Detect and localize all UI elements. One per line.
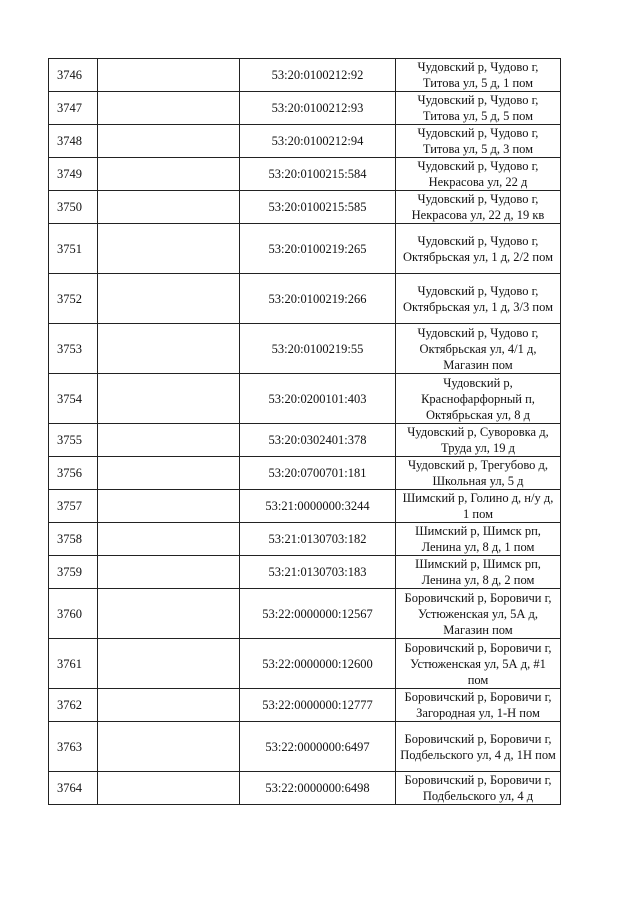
address-line: Краснофарфорный п, (421, 391, 535, 406)
address-line: Магазин пом (443, 357, 513, 372)
table-row (49, 722, 561, 772)
row-number: 3764 (49, 772, 98, 805)
address-line: Устюженская ул, 5А д, #1 (410, 656, 546, 671)
table-row (49, 639, 561, 689)
empty-cell (98, 556, 240, 589)
row-number: 3747 (49, 92, 98, 125)
empty-cell (98, 589, 240, 639)
address-line: Чудовский р, Чудово г, (417, 192, 539, 206)
address-cell (396, 324, 561, 374)
address-line: Устюженская ул, 5А д, (417, 606, 539, 621)
address-cell (396, 274, 561, 324)
row-number: 3748 (49, 125, 98, 158)
empty-cell (98, 523, 240, 556)
empty-cell (98, 490, 240, 523)
address-line: Титова ул, 5 д, 3 пом (422, 142, 534, 156)
row-number: 3755 (49, 424, 98, 457)
row-number: 3761 (49, 639, 98, 689)
cadastral-number: 53:20:0100215:584 (240, 158, 396, 191)
row-number: 3749 (49, 158, 98, 191)
table-row (49, 191, 561, 224)
cadastral-number: 53:21:0000000:3244 (240, 490, 396, 523)
cadastral-number: 53:20:0100215:585 (240, 191, 396, 224)
address-cell (396, 490, 561, 523)
row-number: 3750 (49, 191, 98, 224)
address-line: Шимский р, Шимск рп, (415, 524, 541, 538)
address-line: Чудовский р, (443, 375, 513, 390)
address-cell (396, 689, 561, 722)
address-line: Чудовский р, Суворовка д, (407, 425, 549, 439)
address-cell (396, 589, 561, 639)
address-line: Чудовский р, Чудово г, (417, 126, 539, 140)
empty-cell (98, 224, 240, 274)
cadastral-number: 53:20:0100212:92 (240, 59, 396, 92)
address-line: Титова ул, 5 д, 5 пом (422, 109, 534, 123)
address-line: Ленина ул, 8 д, 2 пом (421, 573, 535, 587)
address-cell (396, 158, 561, 191)
row-number: 3754 (49, 374, 98, 424)
address-line: Октябрьская ул, 1 д, 2/2 пом (402, 249, 554, 264)
address-cell (396, 639, 561, 689)
address-line: Октябрьская ул, 1 д, 3/3 пом (402, 299, 554, 314)
table-row (49, 158, 561, 191)
address-line: Некрасова ул, 22 д (428, 175, 528, 189)
table-row (49, 556, 561, 589)
address-cell (396, 722, 561, 772)
table-row (49, 125, 561, 158)
cadastral-number: 53:20:0302401:378 (240, 424, 396, 457)
address-cell (396, 556, 561, 589)
address-cell (396, 457, 561, 490)
cadastral-number: 53:20:0100219:266 (240, 274, 396, 324)
property-table (48, 58, 561, 805)
row-number: 3752 (49, 274, 98, 324)
address-line: Подбельского ул, 4 д (422, 789, 534, 803)
address-line: Загородная ул, 1-Н пом (416, 706, 540, 720)
address-cell (396, 59, 561, 92)
address-line: Шимский р, Голино д, н/у д, (402, 491, 554, 505)
cadastral-number: 53:22:0000000:12777 (240, 689, 396, 722)
row-number: 3751 (49, 224, 98, 274)
cadastral-number: 53:21:0130703:182 (240, 523, 396, 556)
address-line: Боровичский р, Боровичи г, (404, 690, 552, 704)
address-line: Титова ул, 5 д, 1 пом (422, 76, 534, 90)
address-line: Чудовский р, Чудово г, (417, 159, 539, 173)
empty-cell (98, 158, 240, 191)
address-line: Боровичский р, Боровичи г, (404, 731, 552, 746)
address-line: Октябрьская ул, 4/1 д, (419, 341, 537, 356)
address-line: Шимский р, Шимск рп, (415, 557, 541, 571)
address-cell (396, 374, 561, 424)
address-line: Подбельского ул, 4 д, 1Н пом (400, 747, 556, 762)
row-number: 3756 (49, 457, 98, 490)
table-row (49, 490, 561, 523)
address-line: пом (467, 672, 489, 687)
row-number: 3762 (49, 689, 98, 722)
cadastral-number: 53:22:0000000:6498 (240, 772, 396, 805)
address-line: Боровичский р, Боровичи г, (404, 590, 552, 605)
cadastral-number: 53:20:0200101:403 (240, 374, 396, 424)
address-cell (396, 224, 561, 274)
cadastral-number: 53:20:0100219:265 (240, 224, 396, 274)
row-number: 3759 (49, 556, 98, 589)
cadastral-number: 53:20:0700701:181 (240, 457, 396, 490)
cadastral-number: 53:22:0000000:12600 (240, 639, 396, 689)
address-line: Боровичский р, Боровичи г, (404, 640, 552, 655)
address-line: Некрасова ул, 22 д, 19 кв (411, 208, 545, 222)
address-cell (396, 191, 561, 224)
address-line: Чудовский р, Трегубово д, (407, 458, 549, 472)
table-body (49, 59, 561, 805)
empty-cell (98, 374, 240, 424)
table-row (49, 92, 561, 125)
table-row (49, 374, 561, 424)
row-number: 3763 (49, 722, 98, 772)
table-row (49, 424, 561, 457)
cadastral-number: 53:20:0100212:94 (240, 125, 396, 158)
table-row (49, 457, 561, 490)
address-cell (396, 523, 561, 556)
row-number: 3753 (49, 324, 98, 374)
row-number: 3760 (49, 589, 98, 639)
table-row (49, 324, 561, 374)
address-line: Боровичский р, Боровичи г, (404, 773, 552, 787)
table-row (49, 274, 561, 324)
empty-cell (98, 639, 240, 689)
address-line: Чудовский р, Чудово г, (417, 60, 539, 74)
cadastral-number: 53:21:0130703:183 (240, 556, 396, 589)
empty-cell (98, 59, 240, 92)
table-row (49, 689, 561, 722)
table-row (49, 589, 561, 639)
address-line: Октябрьская ул, 8 д (425, 407, 531, 422)
address-line: Чудовский р, Чудово г, (417, 233, 539, 248)
empty-cell (98, 457, 240, 490)
address-line: Труда ул, 19 д (441, 441, 515, 455)
empty-cell (98, 191, 240, 224)
cadastral-number: 53:22:0000000:6497 (240, 722, 396, 772)
address-line: Чудовский р, Чудово г, (417, 325, 539, 340)
empty-cell (98, 274, 240, 324)
cadastral-number: 53:20:0100219:55 (240, 324, 396, 374)
address-line: Магазин пом (443, 622, 513, 637)
address-line: Чудовский р, Чудово г, (417, 283, 539, 298)
row-number: 3746 (49, 59, 98, 92)
empty-cell (98, 92, 240, 125)
address-cell (396, 125, 561, 158)
row-number: 3757 (49, 490, 98, 523)
table-row (49, 772, 561, 805)
empty-cell (98, 424, 240, 457)
cadastral-number: 53:20:0100212:93 (240, 92, 396, 125)
empty-cell (98, 772, 240, 805)
table-row (49, 224, 561, 274)
address-cell (396, 772, 561, 805)
row-number: 3758 (49, 523, 98, 556)
cadastral-number: 53:22:0000000:12567 (240, 589, 396, 639)
table-row (49, 523, 561, 556)
address-line: Ленина ул, 8 д, 1 пом (421, 540, 535, 554)
empty-cell (98, 689, 240, 722)
empty-cell (98, 722, 240, 772)
address-line: Школьная ул, 5 д (432, 474, 524, 488)
address-cell (396, 92, 561, 125)
table-row (49, 59, 561, 92)
address-line: 1 пом (463, 507, 493, 521)
document-page (48, 58, 561, 805)
address-line: Чудовский р, Чудово г, (417, 93, 539, 107)
empty-cell (98, 324, 240, 374)
address-cell (396, 424, 561, 457)
empty-cell (98, 125, 240, 158)
